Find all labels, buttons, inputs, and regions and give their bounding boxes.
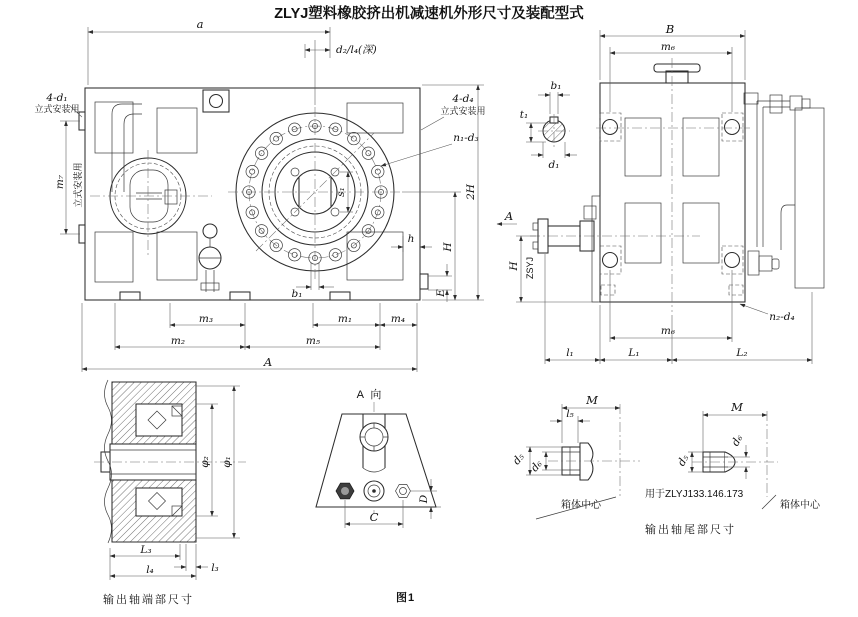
dim-L2-label: L₂ (736, 347, 748, 359)
oil-gauge (199, 224, 221, 292)
dim-M-right-label: M (731, 400, 743, 414)
dim-H-side-label: H (508, 261, 520, 271)
front-view (34, 17, 485, 372)
box-center-note-right: 箱体中心 (780, 500, 820, 511)
dim-m1-label: m₁ (337, 313, 353, 325)
dim-m3-label: m₃ (198, 313, 214, 325)
tail-detail-right (645, 400, 821, 536)
shaft-end-caption: 输出轴端部尺寸 (103, 594, 194, 606)
dim-m2-label: m₂ (170, 335, 186, 347)
dim-phi2-label: φ₂ (199, 456, 211, 468)
dim-d2l4-label: d₂/l₄(深) (336, 44, 377, 56)
used-for-note: 用于ZLYJ133.146.173 (645, 489, 744, 500)
dim-L1-label: L₁ (628, 347, 640, 359)
dim-m6-top-label: m₆ (660, 41, 676, 53)
figure-number: 图1 (396, 592, 416, 604)
label-zsyj: ZSYJ (525, 256, 535, 280)
dim-t1-label: t₁ (519, 109, 529, 121)
front-bottom-extensions (82, 303, 417, 372)
dim-2H-label: 2H (465, 184, 477, 200)
drawing-title: ZLYJ塑料橡胶挤出机减速机外形尺寸及装配型式 (274, 6, 584, 22)
dim-L3-label: L₃ (140, 544, 152, 556)
dim-h-label: h (407, 233, 415, 245)
label-vertical-mount-right: 立式安装用 (440, 106, 486, 116)
tail-detail-left (511, 393, 640, 519)
cooling-piping (744, 93, 824, 288)
label-4d4: 4-d₄ (452, 93, 474, 105)
label-vertical-mount-rot: 立式安装用 (73, 162, 83, 208)
label-n1d3: n₁-d₃ (453, 132, 479, 144)
dim-D-label: D (418, 494, 430, 504)
dim-m4-label: m₄ (390, 313, 406, 325)
label-n2d4: n₂-d₄ (769, 311, 795, 323)
dim-b1-side-label: b₁ (550, 80, 562, 92)
a-direction-view (316, 387, 441, 528)
dim-d1-label: d₁ (548, 159, 560, 171)
dim-B-label: B (665, 22, 675, 36)
a-view-label: A 向 (356, 389, 384, 401)
dim-a-label: a (196, 17, 204, 31)
dim-l5-label: l₅ (566, 408, 574, 420)
dim-d6-right-label: d₆ (729, 432, 746, 449)
dim-m6-bottom-label: m₆ (660, 325, 676, 337)
view-a-arrow-label: A (504, 209, 514, 223)
dim-M-left-label: M (586, 393, 598, 407)
label-4d1: 4-d₁ (46, 92, 68, 104)
dim-phi1-label: φ₁ (221, 456, 233, 468)
dim-A-label: A (263, 355, 273, 369)
dim-d6-left-label: d₆ (528, 458, 545, 475)
box-center-note-left: 箱体中心 (561, 500, 601, 511)
dim-l1-label: l₁ (566, 347, 574, 359)
side-view (497, 22, 824, 364)
label-vertical-mount-left: 立式安装用 (34, 104, 80, 114)
tail-caption: 输出轴尾部尺寸 (645, 524, 736, 536)
dim-m5-label: m₅ (305, 335, 321, 347)
dim-l3-label: l₃ (211, 562, 219, 574)
dim-d5-right-label: d₅ (675, 452, 692, 469)
dim-E-label: E (435, 289, 447, 297)
dim-m7-label: m₇ (54, 174, 66, 190)
dim-H-label: H (442, 242, 454, 252)
dim-d5-left-label: d₅ (510, 451, 527, 468)
dim-s1-label: s₁ (335, 187, 347, 197)
dim-b1-label: b₁ (291, 288, 303, 300)
shaft-end-detail (94, 380, 246, 606)
dim-l4-label: l₄ (146, 564, 154, 576)
dim-C-label: C (369, 510, 379, 524)
